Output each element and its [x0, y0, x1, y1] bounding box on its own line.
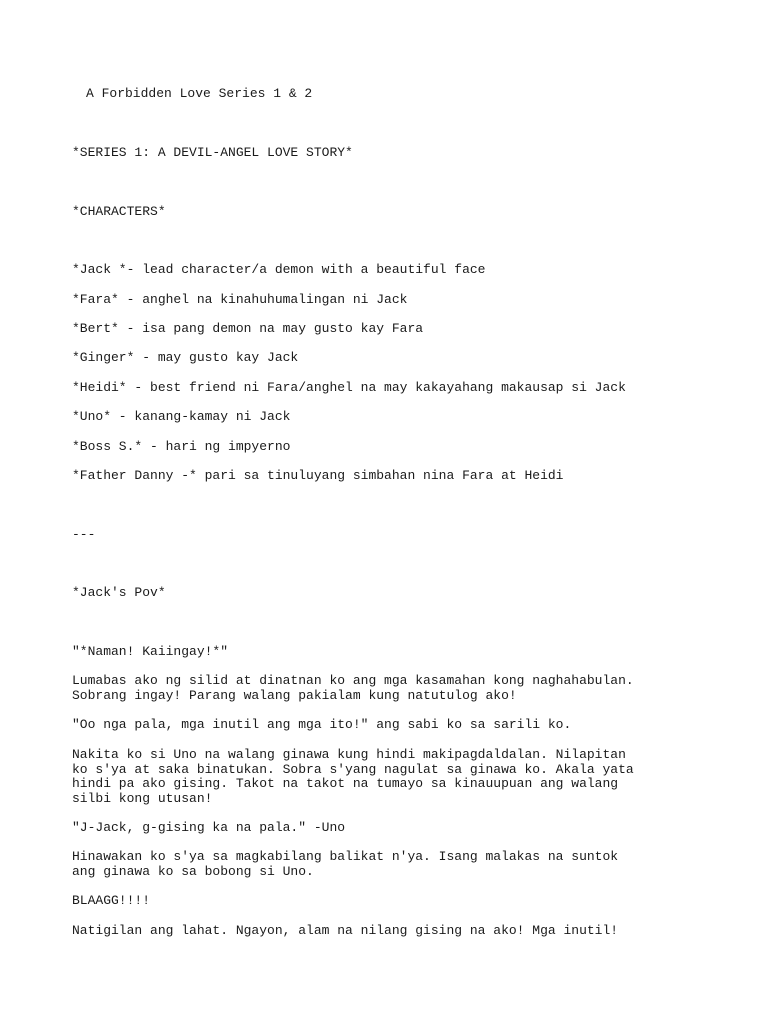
- characters-heading: *CHARACTERS*: [72, 204, 166, 219]
- story-paragraph: BLAAGG!!!!: [72, 893, 151, 908]
- character-entry: *Fara* - anghel na kinahuhumalingan ni Jack: [72, 292, 408, 307]
- story-paragraph: Nakita ko si Uno na walang ginawa kung hindi makipagdaldalan. Nilapitan ko s'ya at saka binatukan. Sobra s'yang nagulat sa ginawa ko. Akala yata hindi pa ako gising. Takot na takot na tumayo sa kinauupuan ang walang silbi kong utusan!: [72, 747, 634, 806]
- story-paragraph: Lumabas ako ng silid at dinatnan ko ang mga kasamahan kong naghahabulan. Sobrang ingay! Parang walang pakialam kung natutulog ako!: [72, 673, 634, 703]
- story-paragraph: Hinawakan ko s'ya sa magkabilang balikat n'ya. Isang malakas na suntok ang ginawa ko sa bobong si Uno.: [72, 849, 619, 879]
- character-entry: *Father Danny -* pari sa tinuluyang simbahan nina Fara at Heidi: [72, 468, 564, 483]
- character-entry: *Heidi* - best friend ni Fara/anghel na may kakayahang makausap si Jack: [72, 380, 626, 395]
- character-entry: *Ginger* - may gusto kay Jack: [72, 350, 299, 365]
- section-separator: ---: [72, 527, 96, 542]
- character-entry: *Jack *- lead character/a demon with a beautiful face: [72, 262, 486, 277]
- story-paragraph: "Oo nga pala, mga inutil ang mga ito!" ang sabi ko sa sarili ko.: [72, 717, 572, 732]
- story-paragraph: "*Naman! Kaiingay!*": [72, 644, 229, 659]
- document-title: A Forbidden Love Series 1 & 2: [86, 86, 313, 101]
- story-paragraph: "J-Jack, g-gising ka na pala." -Uno: [72, 820, 346, 835]
- character-entry: *Boss S.* - hari ng impyerno: [72, 439, 291, 454]
- character-entry: *Bert* - isa pang demon na may gusto kay Fara: [72, 321, 424, 336]
- series-heading: *SERIES 1: A DEVIL-ANGEL LOVE STORY*: [72, 145, 353, 160]
- pov-heading: *Jack's Pov*: [72, 585, 166, 600]
- story-paragraph: Natigilan ang lahat. Ngayon, alam na nilang gising na ako! Mga inutil!: [72, 923, 619, 938]
- character-entry: *Uno* - kanang-kamay ni Jack: [72, 409, 291, 424]
